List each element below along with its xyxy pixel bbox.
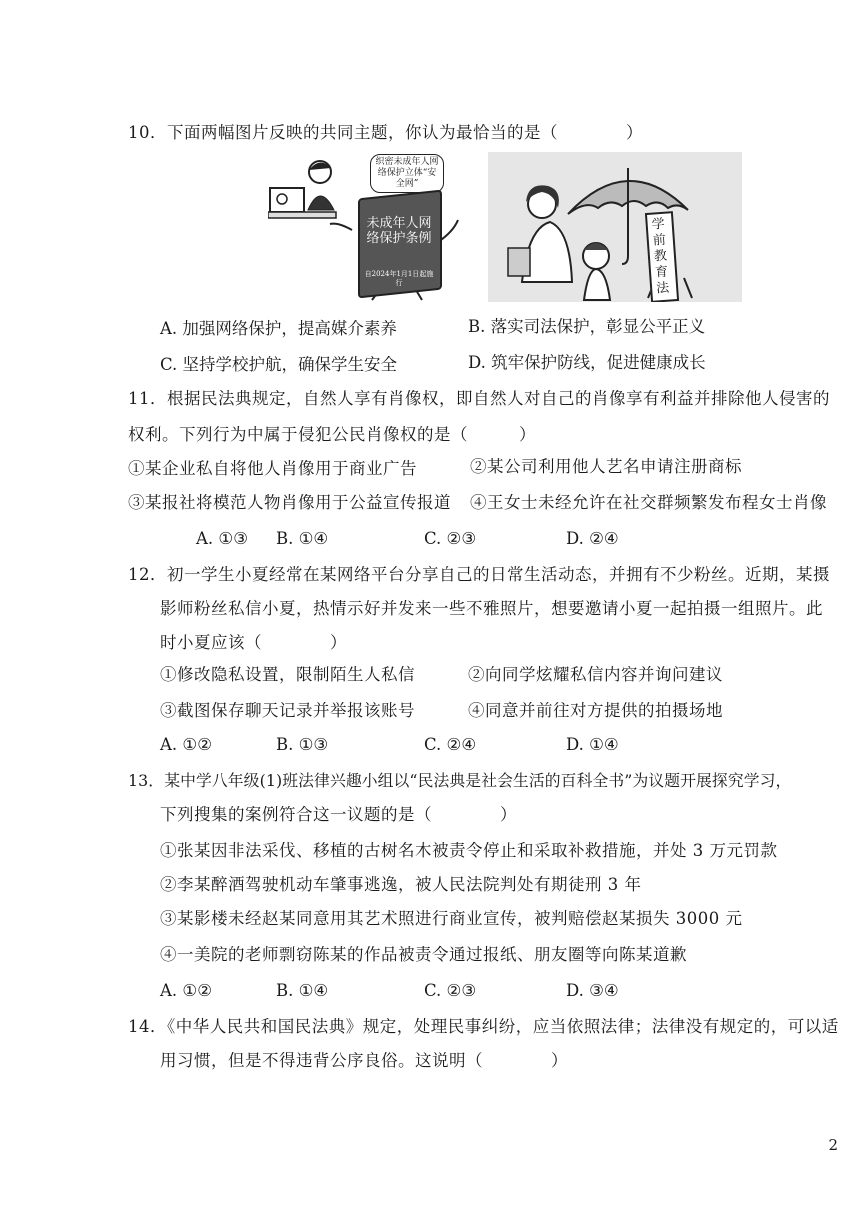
q13-option-c[interactable]: C. ②③	[424, 981, 477, 1000]
q12-stem-line3: 时小夏应该（ ）	[160, 633, 347, 652]
q11-item-3: ③某报社将模范人物肖像用于公益宣传报道	[128, 493, 451, 512]
q11-item-1: ①某企业私自将他人肖像用于商业广告	[128, 459, 417, 478]
q13-item-2: ②李某醉酒驾驶机动车肇事逃逸，被人民法院判处有期徒刑 3 年	[160, 875, 642, 894]
q14-stem-line1: 14．《中华人民共和国民法典》规定，处理民事纠纷，应当依照法律；法律没有规定的，可以适	[128, 1017, 839, 1036]
speech-bubble: 织密未成年人网络保护立体“安全网”	[370, 154, 444, 193]
q11-stem-line2: 权利。下列行为中属于侵犯公民肖像权的是（ ）	[128, 425, 536, 444]
page-number: 2	[828, 1136, 838, 1154]
q13-option-a[interactable]: A. ①②	[160, 981, 212, 1000]
q13-option-d[interactable]: D. ③④	[566, 981, 619, 1000]
q10-option-b[interactable]: B. 落实司法保护，彰显公平正义	[468, 317, 706, 336]
umbrella-protection-icon	[488, 152, 742, 302]
q10-option-d[interactable]: D. 筑牢保护防线，促进健康成长	[468, 353, 706, 372]
q13-item-1: ①张某因非法采伐、移植的古树名木被责令停止和采取补救措施，并处 3 万元罚款	[160, 841, 778, 860]
illustration-right	[488, 152, 742, 302]
q13-stem-line1: 13．某中学八年级(1)班法律兴趣小组以“民法典是社会生活的百科全书”为议题开展探究学习，	[128, 771, 792, 790]
q11-item-2: ②某公司利用他人艺名申请注册商标	[470, 457, 742, 476]
q12-option-c[interactable]: C. ②④	[424, 735, 477, 754]
q12-option-b[interactable]: B. ①③	[276, 735, 329, 754]
q10-option-a[interactable]: A. 加强网络保护，提高媒介素养	[160, 319, 397, 338]
book-title: 未成年人网络保护条例	[366, 216, 432, 246]
illustration-left	[268, 152, 468, 302]
q12-item-3: ③截图保存聊天记录并举报该账号	[160, 701, 415, 720]
q13-item-3: ③某影楼未经赵某同意用其艺术照进行商业宣传，被判赔偿赵某损失 3000 元	[160, 909, 743, 928]
q12-item-4: ④同意并前往对方提供的拍摄场地	[468, 701, 723, 720]
q11-option-c[interactable]: C. ②③	[424, 529, 477, 548]
q13-item-4: ④一美院的老师剽窃陈某的作品被责令通过报纸、朋友圈等向陈某道歉	[160, 945, 687, 964]
q12-option-d[interactable]: D. ①④	[566, 735, 619, 754]
q10-stem: 10．下面两幅图片反映的共同主题，你认为最恰当的是（ ）	[128, 123, 643, 142]
q12-stem-line2: 影师粉丝私信小夏，热情示好并发来一些不雅照片，想要邀请小夏一起拍摄一组照片。此	[160, 599, 823, 618]
q12-item-1: ①修改隐私设置，限制陌生人私信	[160, 665, 415, 684]
q10-option-c[interactable]: C. 坚持学校护航，确保学生安全	[160, 355, 398, 374]
q14-stem-line2: 用习惯，但是不得违背公序良俗。这说明（ ）	[160, 1051, 568, 1070]
q11-option-b[interactable]: B. ①④	[276, 529, 329, 548]
law-document-sign: 学前教育法	[645, 211, 679, 302]
q13-stem-line2: 下列搜集的案例符合这一议题的是（ ）	[160, 805, 517, 824]
q12-option-a[interactable]: A. ①②	[160, 735, 212, 754]
q11-option-a[interactable]: A. ①③	[196, 529, 248, 548]
q11-item-4: ④王女士未经允许在社交群频繁发布程女士肖像	[470, 493, 827, 512]
book-footer: 自2024年1月1日起施行	[364, 270, 434, 287]
q11-stem-line1: 11．根据民法典规定，自然人享有肖像权，即自然人对自己的肖像享有利益并排除他人侵害的	[128, 389, 830, 408]
q12-stem-line1: 12．初一学生小夏经常在某网络平台分享自己的日常生活动态，并拥有不少粉丝。近期，某摄	[128, 565, 830, 584]
q13-option-b[interactable]: B. ①④	[276, 981, 329, 1000]
q12-item-2: ②向同学炫耀私信内容并询问建议	[468, 665, 723, 684]
q11-option-d[interactable]: D. ②④	[566, 529, 619, 548]
